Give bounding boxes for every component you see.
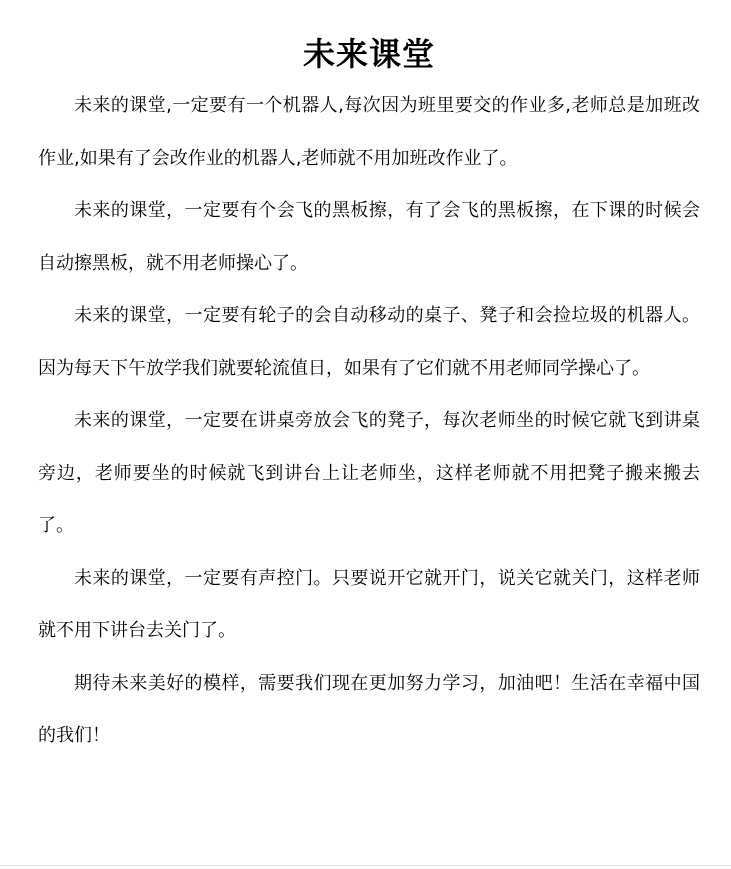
essay-paragraph-5: 未来的课堂，一定要有声控门。只要说开它就开门，说关它就关门，这样老师就不用下讲台去关门了。 [38,567,700,641]
essay-paragraph-4: 未来的课堂，一定要在讲桌旁放会飞的凳子，每次老师坐的时候它就飞到讲桌旁边，老师要坐的时候就飞到讲台上让老师坐，这样老师就不用把凳子搬来搬去了。 [38,410,700,536]
essay-paragraph-1: 未来的课堂,一定要有一个机器人,每次因为班里要交的作业多,老师总是加班改作业,如果有了会改作业的机器人,老师就不用加班改作业了。 [38,95,700,169]
essay-paragraph-6: 期待未来美好的模样，需要我们现在更加努力学习，加油吧！生活在幸福中国的我们！ [38,672,700,746]
essay-title: 未来课堂 [302,35,435,73]
page-bottom-divider [0,865,731,866]
essay-paragraph-3: 未来的课堂，一定要有轮子的会自动移动的桌子、凳子和会捡垃圾的机器人。因为每天下午放学我们就要轮流值日，如果有了它们就不用老师同学操心了。 [38,305,700,379]
essay-paragraph-2: 未来的课堂，一定要有个会飞的黑板擦，有了会飞的黑板擦，在下课的时候会自动擦黑板，就不用老师操心了。 [38,200,700,274]
